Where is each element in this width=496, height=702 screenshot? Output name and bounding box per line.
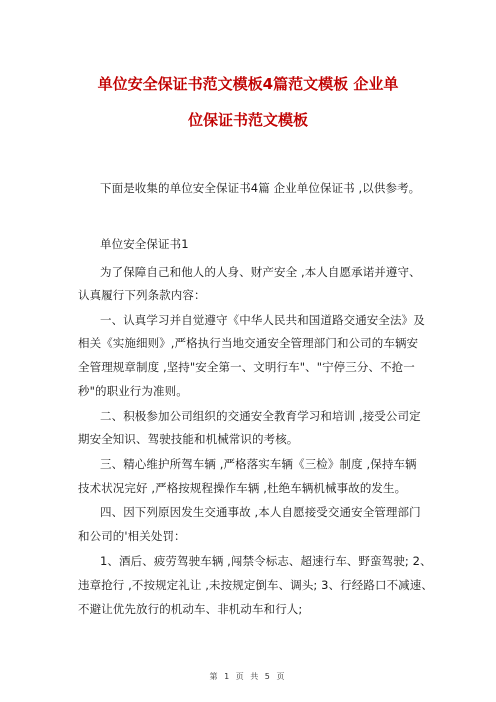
body-line: 三、精心维护所驾车辆 ,严格落实车辆《三检》制度 ,保持车辆 [100,457,417,471]
section-heading: 单位安全保证书1 [100,237,189,251]
document-title-line-2: 位保证书范文模板 [187,111,308,129]
body-line: 秒"的职业行为准则。 [78,384,188,398]
body-line: 违章抢行 ,不按规定礼让 ,未按规定倒车、调头; 3、行经路口不减速、 [78,578,433,592]
body-line: 和公司的'相关处罚： [78,529,186,543]
body-line: 期安全知识、驾驶技能和机械常识的考核。 [78,432,299,446]
body-line: 相关《实施细则》,严格执行当地交通安全管理部门和公司的车辆安 [78,336,419,350]
body-line: 1、酒后、疲劳驾驶车辆 ,闯禁令标志、超速行车、野蛮驾驶; 2、 [100,554,432,568]
intro-paragraph: 下面是收集的单位安全保证书4篇 企业单位保证书 ,以供参考。 [100,181,421,195]
body-line: 全管理规章制度 ,坚持"安全第一、文明行车"、"宁停三分、不抢一 [78,360,415,374]
document-title-line-1: 单位安全保证书范文模板4篇范文模板 企业单 [97,75,399,93]
body-line: 为了保障自己和他人的人身、财产安全 ,本人自愿承诺并遵守、 [100,265,421,279]
body-line: 一、认真学习并自觉遵守《中华人民共和国道路交通安全法》及 [100,313,425,327]
body-line: 二、积极参加公司组织的交通安全教育学习和培训 ,接受公司定 [100,409,421,423]
body-line: 不避让优先放行的机动车、非机动车和行人; [78,602,303,616]
body-line: 认真履行下列条款内容： [78,288,206,302]
page-number-footer: 第 1 页 共 5 页 [209,672,287,681]
body-line: 技术状况完好 ,严格按规程操作车辆 ,杜绝车辆机械事故的发生。 [78,481,407,495]
body-line: 四、因下列原因发生交通事故 ,本人自愿接受交通安全管理部门 [100,505,421,519]
